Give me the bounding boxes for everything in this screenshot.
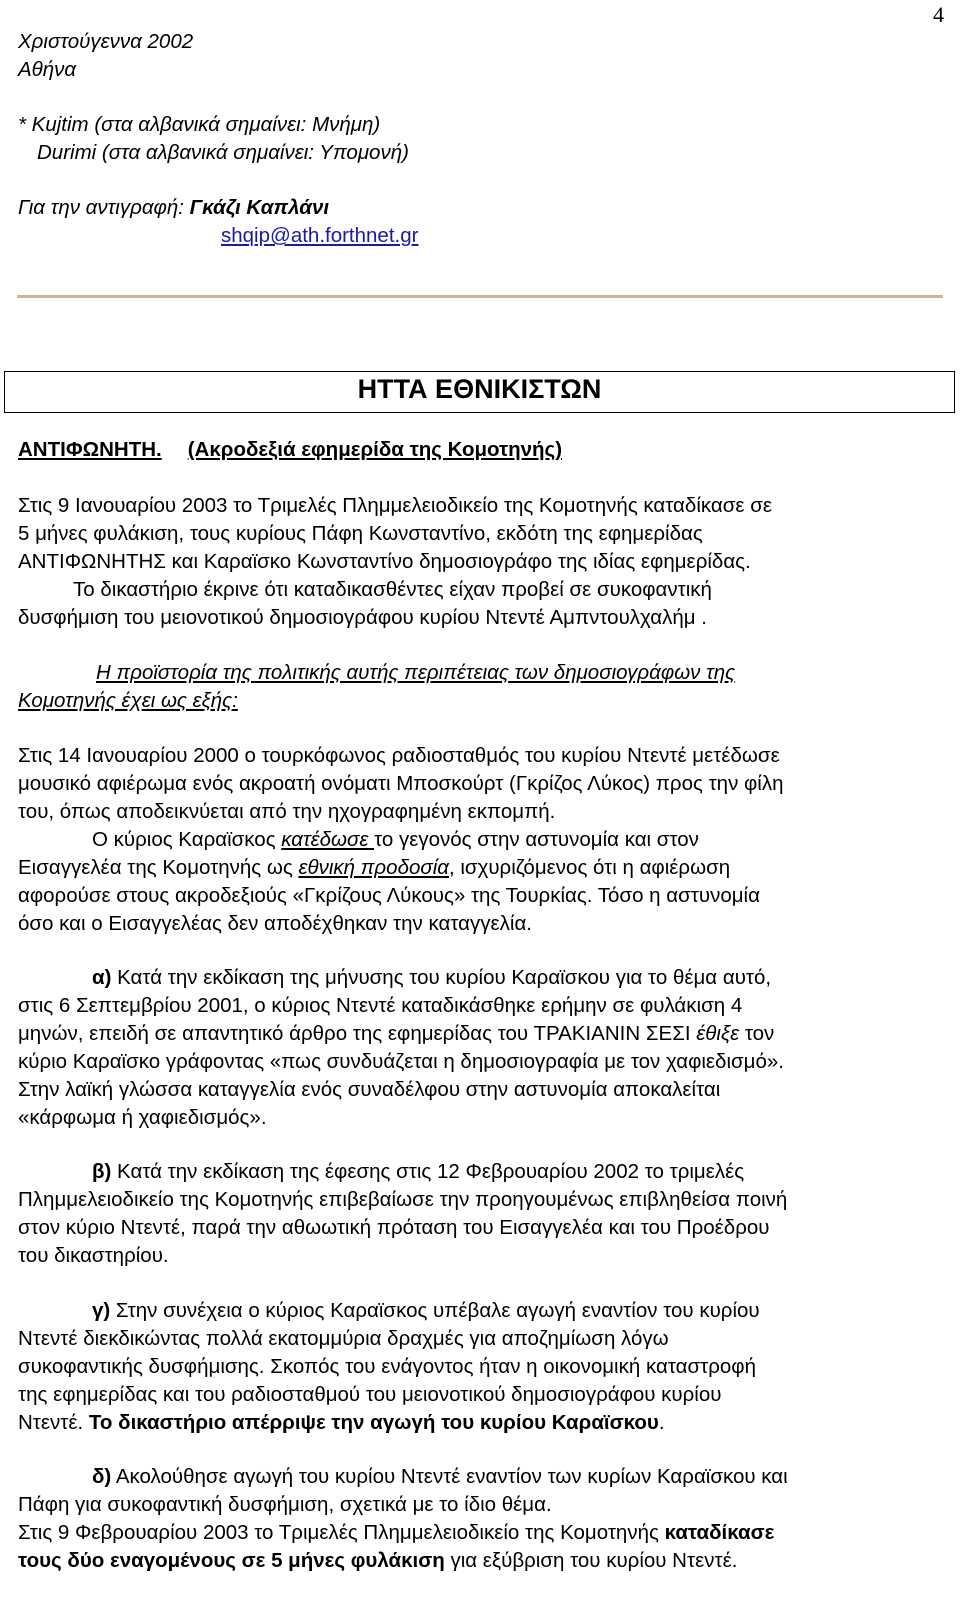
pb-line-1 <box>92 1158 744 1186</box>
history-line-2: Κομοτηνής έχει ως εξής: <box>18 689 238 712</box>
pc-marker: γ) <box>92 1299 111 1322</box>
email-link[interactable]: shqip@ath.forthnet.gr <box>221 224 419 247</box>
p3-line-4: όσο και ο Εισαγγελέας δεν αποδέχθηκαν την καταγγελία. <box>18 912 532 935</box>
source-line <box>18 436 562 464</box>
pa-line-3 <box>18 1020 774 1048</box>
note-kujtim: * Kujtim (στα αλβανικά σημαίνει: Μνήμη) <box>18 113 381 136</box>
pd-line-3 <box>18 1519 774 1547</box>
pa-line-5: Στην λαϊκή γλώσσα καταγγελία ενός συναδέλφου στην αστυνομία αποκαλείται <box>18 1078 721 1101</box>
copy-name: Γκάζι Καπλάνι <box>189 196 330 219</box>
p3-line-1 <box>92 826 699 854</box>
p1-line-2: 5 μήνες φυλάκιση, τους κυρίους Πάφη Κωνσταντίνο, εκδότη της εφημερίδας <box>18 522 703 545</box>
pc-text: . <box>658 1411 665 1434</box>
pa-emph: έθιξε <box>696 1022 740 1045</box>
pb-line-3: στον κύριο Ντεντέ, παρά την αθωωτική πρόταση του Εισαγγελέα και του Προέδρου <box>18 1216 770 1239</box>
pa-line-1 <box>92 964 771 992</box>
pc-emph: Το δικαστήριο απέρριψε την αγωγή του κυρίου Καραϊσκου <box>88 1411 659 1434</box>
p3-text: , ισχυριζόμενος ότι η αφιέρωση <box>448 856 731 879</box>
p2-line-1: Στις 14 Ιανουαρίου 2000 ο τουρκόφωνος ραδιοσταθμός του κυρίου Ντεντέ μετέδωσε <box>18 744 780 767</box>
pa-text: Κατά την εκδίκαση της μήνυσης του κυρίου Καραϊσκου για το θέμα αυτό, <box>111 966 772 989</box>
pa-text: μηνών, επειδή σε απαντητικό άρθρο της εφημερίδας του ΤΡΑΚΙΑΝΙΝ ΣΕΣΙ <box>18 1022 697 1045</box>
pd-text: για εξύβριση του κυρίου Ντεντέ. <box>444 1549 738 1572</box>
source-paper: ΑΝΤΙΦΩΝΗΤΗ. <box>18 438 162 461</box>
copy-label: Για την αντιγραφή: <box>18 196 190 219</box>
pd-line-1 <box>92 1463 788 1491</box>
pb-line-4: του δικαστηρίου. <box>18 1244 169 1267</box>
title-box <box>4 371 955 413</box>
p2-line-2: μουσικό αφιέρωμα ενός ακροατή ονόματι Μποσκούρτ (Γκρίζος Λύκος) προς την φίλη <box>18 772 784 795</box>
pc-line-2: Ντεντέ διεκδικώντας πολλά εκατομμύρια δραχμές για αποζημίωση λόγω <box>18 1327 669 1350</box>
email-line <box>221 222 418 250</box>
header-date: Χριστούγεννα 2002 <box>18 30 194 53</box>
page-number: 4 <box>933 2 944 27</box>
p3-emph-treason: εθνική προδοσία <box>298 856 449 879</box>
p1-line-4: Το δικαστήριο έκρινε ότι καταδικασθέντες είχαν προβεί σε συκοφαντική <box>73 578 712 601</box>
p3-text: Ο κύριος Καραϊσκος <box>92 828 282 851</box>
p3-emph-denounced: κατέδωσε <box>281 828 375 851</box>
pa-line-2: στις 6 Σεπτεμβρίου 2001, ο κύριος Ντεντέ καταδικάσθηκε ερήμην σε φυλάκιση 4 <box>18 994 743 1017</box>
pc-line-1 <box>92 1297 760 1325</box>
separator-rule <box>17 295 943 298</box>
p3-line-3: αφορούσε στους ακροδεξιούς «Γκρίζους Λύκους» της Τουρκίας. Τόσο η αστυνομία <box>18 884 760 907</box>
pc-line-3: συκοφαντικής δυσφήμισης. Σκοπός του ενάγοντος ήταν η οικονομική καταστροφή <box>18 1355 756 1378</box>
pc-text: Στην συνέχεια ο κύριος Καραϊσκος υπέβαλε αγωγή εναντίον του κυρίου <box>110 1299 760 1322</box>
pa-line-6: «κάρφωμα ή χαφιεδισμός». <box>18 1106 267 1129</box>
p3-text: το γεγονός στην αστυνομία και στον <box>374 828 699 851</box>
pa-text: τον <box>739 1022 775 1045</box>
pc-line-5 <box>18 1409 665 1437</box>
history-line-1: Η προϊστορία της πολιτικής αυτής περιπέτειας των δημοσιογράφων της <box>96 661 736 684</box>
pb-line-2: Πλημμελειοδικείο της Κομοτηνής επιβεβαίωσε την προηγουμένως επιβληθείσα ποινή <box>18 1188 788 1211</box>
p3-text: Εισαγγελέα της Κομοτηνής ως <box>18 856 299 879</box>
pd-emph: καταδίκασε <box>664 1521 775 1544</box>
pd-text: Ακολούθησε αγωγή του κυρίου Ντεντέ εναντίον των κυρίων Καραϊσκου και <box>111 1465 788 1488</box>
pc-line-4: της εφημερίδας και του ραδιοσταθμού του μειονοτικού δημοσιογράφου κυρίου <box>18 1383 722 1406</box>
pa-marker: α) <box>92 966 112 989</box>
p1-line-5: δυσφήμιση του μειονοτικού δημοσιογράφου κυρίου Ντεντέ Αμπντουλχαλήμ . <box>18 606 707 629</box>
p3-line-2 <box>18 854 730 882</box>
pd-text: Στις 9 Φεβρουαρίου 2003 το Τριμελές Πλημμελειοδικείο της Κομοτηνής <box>18 1521 665 1544</box>
copy-line <box>18 194 329 222</box>
header-place: Αθήνα <box>18 58 77 81</box>
p2-line-3: του, όπως αποδεικνύεται από την ηχογραφημένη εκπομπή. <box>18 800 556 823</box>
page-title: ΗΤΤΑ ΕΘΝΙΚΙΣΤΩΝ <box>357 374 602 404</box>
p1-line-1: Στις 9 Ιανουαρίου 2003 το Τριμελές Πλημμελειοδικείο της Κομοτηνής καταδίκασε σε <box>18 494 773 517</box>
pd-line-4 <box>18 1547 737 1575</box>
source-desc: (Ακροδεξιά εφημερίδα της Κομοτηνής) <box>187 438 563 461</box>
pb-text: Κατά την εκδίκαση της έφεσης στις 12 Φεβρουαρίου 2002 το τριμελές <box>111 1160 745 1183</box>
pb-marker: β) <box>92 1160 112 1183</box>
pa-line-4: κύριο Καραϊσκο γράφοντας «πως συνδυάζεται η δημοσιογραφία με τον χαφιεδισμό». <box>18 1050 784 1073</box>
pc-text: Ντεντέ. <box>18 1411 89 1434</box>
pd-line-2: Πάφη για συκοφαντική δυσφήμιση, σχετικά με το ίδιο θέμα. <box>18 1493 552 1516</box>
p1-line-3: ΑΝΤΙΦΩΝΗΤΗΣ και Καραϊσκο Κωνσταντίνο δημοσιογράφο της ιδίας εφημερίδας. <box>18 550 751 573</box>
note-durimi: Durimi (στα αλβανικά σημαίνει: Υπομονή) <box>37 141 409 164</box>
pd-marker: δ) <box>92 1465 112 1488</box>
pd-emph: τους δύο εναγομένους σε 5 μήνες φυλάκιση <box>18 1549 445 1572</box>
